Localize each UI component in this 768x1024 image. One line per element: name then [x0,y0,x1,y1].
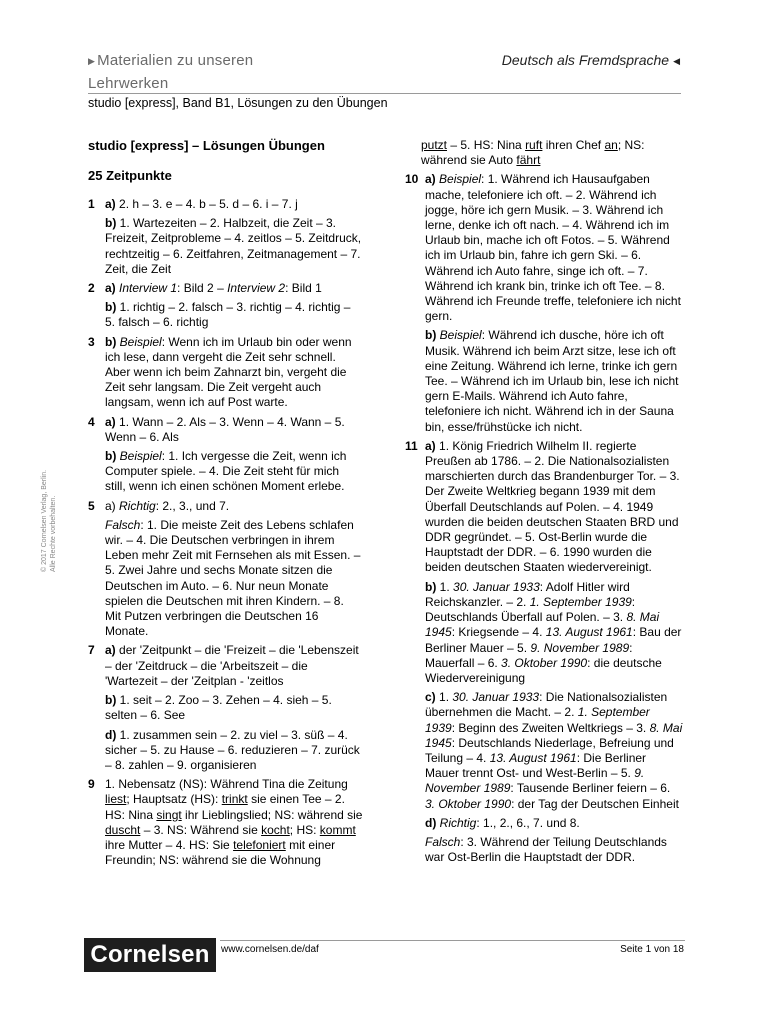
exercise-number: 3 [88,334,95,349]
italic-date: 1. September 1939 [529,594,632,609]
part-text: ; Hauptsatz (HS): [126,792,222,807]
part-text: : 1. Die meiste Zeit des Lebens schlafen wir. – 4. Die Deutschen verbringen in ihrem Leben mehr Zeit mit Fernsehen als mit Essen. – 5. Zwei Jahre und sechs Monate sitzen die Deutschen im Auto. – 6. Nur neun Monate spielen die Deutschen mit ihren Kindern. – 8. Mit Putzen verbringen die Deutschen 16 Monate. [105,517,361,639]
header-divider [88,93,681,94]
underlined-verb: fährt [516,153,541,168]
header-title-line1: Materialien zu unseren [97,52,254,69]
right-column [405,138,683,869]
part-text: : der Tag der Deutschen Einheit [511,796,679,811]
part-label: b) [105,300,117,315]
underlined-verb: liest [105,792,127,807]
exercise-part-a [105,197,363,212]
part-text: 1. Wann – 2. Als – 3. Wenn – 4. Wann – 5. Wenn – 6. Als [105,414,345,444]
exercise-number: 11 [405,438,418,453]
exercise-number: 1 [88,197,95,211]
underlined-verb: duscht [105,822,141,837]
exercise-number: 10 [405,172,419,187]
left-column [88,138,363,872]
exercise-part-b [425,328,683,434]
exercise-number: 5 [88,498,95,513]
part-text: 1. zusammen sein – 2. zu viel – 3. süß – 4. sicher – 5. zu Hause – 6. reduzieren – 7. zurück – 8. zahlen – 9. organisieren [105,727,360,772]
part-text: : Mauerfall – 6. [425,640,633,670]
part-text: 1. Nebensatz (NS): Während Tina die Zeitung [105,777,348,792]
exercise-9-continued [405,138,683,168]
part-text: 1. [439,690,453,705]
cornelsen-logo: Cornelsen [84,938,216,972]
italic-text: Falsch [425,834,461,849]
italic-text: Falsch [105,517,141,532]
underlined-verb: ruft [525,138,543,152]
exercise-number: 7 [88,643,95,658]
part-label: d) [425,815,437,830]
part-text: : Bau der Berliner Mauer – 5. [425,625,682,655]
italic-text: Richtig [439,815,477,830]
underlined-verb: putzt [421,138,448,152]
triangle-right-icon: ▶ [88,56,96,66]
part-text: ihre Mutter – 4. HS: Sie [105,837,234,852]
part-text: : Beginn des Zweiten Weltkriegs – 3. [451,720,650,735]
exercise-5 [88,499,363,640]
exercise-11 [405,439,683,865]
underlined-verb: singt [156,807,182,822]
page-title: studio [express] – Lösungen Übungen [88,138,325,153]
exercise-text [105,777,363,868]
exercise-part-d [425,816,683,831]
part-text: ; NS: während sie Auto [421,138,645,168]
italic-date: 13. August 1961 [545,625,633,640]
copyright-line1: © 2017 Cornelsen Verlag, Berlin. [41,469,48,572]
italic-date: 3. Oktober 1990 [425,796,512,811]
part-text: : 1. Während ich Hausaufgaben mache, telefoniere ich oft. – 2. Während ich jogge, höre ich gern Musik. – 3. Während ich lerne, denke ich oft nach. – 4. Während ich im Urlaub bin, mache ich oft Fotos. – 5. Während ich im Urlaub bin, fahre ich gern Ski. – 6. Während ich Auto fahre, singe ich oft. – 7. Während ich krank bin, trinke ich oft Tee. – 8. Während ich Freunde treffe, telefoniere ich nicht gern. [425,172,681,324]
exercise-part-c [425,690,683,812]
exercise-2 [88,281,363,331]
part-label: a) [105,414,116,429]
exercise-part-d [105,728,363,774]
part-text: 1. Wartezeiten – 2. Halbzeit, die Zeit – 3. Freizeit, Zeitprobleme – 4. zeitlos – 5. Zeitdruck, rechtzeitig – 6. Zeitfahren, Zeitmanagement – 7. Zeit, die Zeit [105,216,362,276]
part-text: : Deutschlands Niederlage, Befreiung und Teilung – 4. [425,735,674,765]
part-text: : die deutsche Wiedervereinigung [425,655,662,685]
copyright-note [41,470,58,572]
part-text: der 'Zeitpunkt – die 'Freizeit – die 'Lebenszeit – der 'Zeitdruck – die 'Arbeitszeit – die 'Wartezeit – der 'Zeitplan - 'zeitlos [105,643,359,688]
footer-divider [220,940,685,941]
exercise-number: 9 [88,777,95,792]
part-label: b) [105,334,117,349]
part-label: d) [105,727,117,742]
italic-text: Interview 2 [227,281,286,296]
underlined-verb: an [604,138,618,152]
part-text: : Kriegsende – 4. [451,625,546,640]
part-label: a) [105,643,116,658]
italic-text: Beispiel [439,172,482,187]
italic-date: 30. Januar 1933 [453,579,540,594]
exercise-number: 4 [88,414,95,429]
part-text: : Tausende Berliner feiern – 6. [510,781,671,796]
part-text: : Während ich dusche, höre ich oft Musik. Während ich beim Arzt sitze, lese ich oft eine Zeitung. Während ich lerne, trinke ich gern Tee. – Während ich im Urlaub bin, lese ich nicht gern E-Mails. Während ich Auto fahre, telefoniere ich nicht. Während ich in der Sauna bin, esse/frühstücke ich nicht. [425,328,679,434]
italic-date: 30. Januar 1933 [452,690,540,705]
exercise-part-a [425,439,683,576]
underlined-verb: kocht [261,822,290,837]
part-label: b) [105,693,117,708]
header-title-line2: Lehrwerken [88,75,169,92]
part-text: – 5. HS: Nina [447,138,526,152]
part-text: – 3. NS: Während sie [140,822,262,837]
part-text: 1. richtig – 2. falsch – 3. richtig – 4. richtig – 5. falsch – 6. richtig [105,300,351,330]
footer-url[interactable]: www.cornelsen.de/daf [221,944,319,955]
exercise-10 [405,172,683,434]
part-text: ihren Chef [542,138,605,152]
exercise-falsch [105,518,363,640]
part-text: : 3. Während der Teilung Deutschlands war Ost-Berlin die Hauptstadt der DDR. [425,834,667,865]
underlined-verb: trinkt [221,792,248,807]
part-label: b) [425,328,437,343]
italic-date: 13. August 1961 [489,750,577,765]
exercise-part-b [425,580,683,686]
part-text: sie einen Tee – 2. HS: Nina [105,792,345,822]
part-text: : Die Berliner Mauer trennt Ost- und West-Berlin – 5. [425,750,647,781]
exercise-7 [88,643,363,773]
exercise-3 [88,335,363,411]
underlined-verb: kommt [319,822,356,837]
italic-date: 8. Mai 1945 [425,610,660,640]
exercise-1 [88,197,363,277]
italic-text: Beispiel [439,328,482,343]
part-label: a) [425,438,436,453]
italic-text: Beispiel [119,449,162,464]
italic-date: 8. Mai 1945 [425,720,683,750]
italic-date: 9. November 1989 [425,766,645,796]
exercise-part-b [105,335,363,411]
part-text: 2. h – 3. e – 4. b – 5. d – 6. i – 7. j [119,197,298,211]
exercise-falsch [425,835,683,865]
part-text: : 2., 3., und 7. [155,498,230,513]
exercise-part-a [105,499,363,514]
part-label: a) [105,197,116,211]
copyright-line2: Alle Rechte vorbehalten. [49,495,57,572]
part-text: : Die Nationalsozialisten übernehmen die Macht. – 2. [425,690,668,720]
part-text: mit einer Freundin; NS: während sie die Wohnung [105,837,336,868]
part-text: : 1. Ich vergesse die Zeit, wenn ich Computer spiele. – 4. Die Zeit steht für mich still, wenn ich einen schönen Moment erlebe. [105,449,347,494]
part-label: b) [425,579,437,594]
exercise-part-a [105,415,363,445]
page-number: Seite 1 von 18 [620,944,684,955]
exercise-part-a [105,643,363,689]
part-text: : Wenn ich im Urlaub bin oder wenn ich lese, dann vergeht die Zeit sehr schnell. Aber wenn ich beim Zahnarzt bin, vergeht die Zeit sehr langsam. Die Zeit vergeht auch langsam, wenn ich auf Post warte. [105,334,352,410]
part-label: a) [425,172,436,187]
part-text: 1. [439,579,454,594]
triangle-left-icon: ◀ [673,56,680,66]
exercise-number: 2 [88,281,95,296]
exercise-9 [88,777,363,868]
part-text: : Bild 1 [285,281,322,296]
header-daf [502,52,680,68]
exercise-part-b [105,693,363,723]
italic-date: 9. November 1989 [530,640,630,655]
part-label: c) [425,690,436,705]
part-text: : 1., 2., 6., 7. und 8. [476,815,580,830]
exercise-part-b [105,300,363,330]
part-label: b) [105,449,117,464]
header-materialien [88,50,253,94]
exercise-part-b [105,216,363,277]
part-label: a) [105,281,116,296]
exercise-4 [88,415,363,495]
part-text: 1. seit – 2. Zoo – 3. Zehen – 4. sieh – 5. selten – 6. See [105,693,332,723]
document-subtitle: studio [express], Band B1, Lösungen zu den Übungen [88,96,388,110]
part-text: 1. König Friedrich Wilhelm II. regierte Preußen ab 1786. – 2. Die Nationalsozialisten marschierten durch das Brandenburger Tor. – 3. Der Zweite Weltkrieg begann 1939 mit dem Überfall Deutschlands auf Polen. – 4. 1949 wurden die beiden deutschen Staaten BRD und DDR gegründet. – 5. Ost-Berlin wurde die Hauptstadt der DDR. – 6. 1990 wurden die beiden deutschen Staaten wiedervereinigt. [425,438,680,575]
part-text: : Deutschlands Überfall auf Polen. – 3. [425,594,636,625]
italic-date: 1. September 1939 [425,705,650,735]
part-text: ; HS: [289,822,320,837]
exercise-part-a [425,172,683,324]
part-text: : Adolf Hitler wird Reichskanzler. – 2. [425,579,630,609]
italic-date: 3. Oktober 1990 [501,655,588,670]
italic-text: Interview 1 [119,281,178,296]
part-text: : Bild 2 – [177,281,228,296]
italic-text: Richtig [119,498,156,513]
part-label: b) [105,216,117,231]
section-title: 25 Zeitpunkte [88,168,172,183]
part-text: ihr Lieblingslied; NS: während sie [181,807,363,822]
exercise-part-a [105,281,363,296]
underlined-verb: telefoniert [233,837,286,852]
italic-text: Beispiel [119,334,162,349]
part-label: a) [105,498,116,513]
exercise-part-b [105,449,363,495]
header-daf-label: Deutsch als Fremdsprache [501,52,670,68]
